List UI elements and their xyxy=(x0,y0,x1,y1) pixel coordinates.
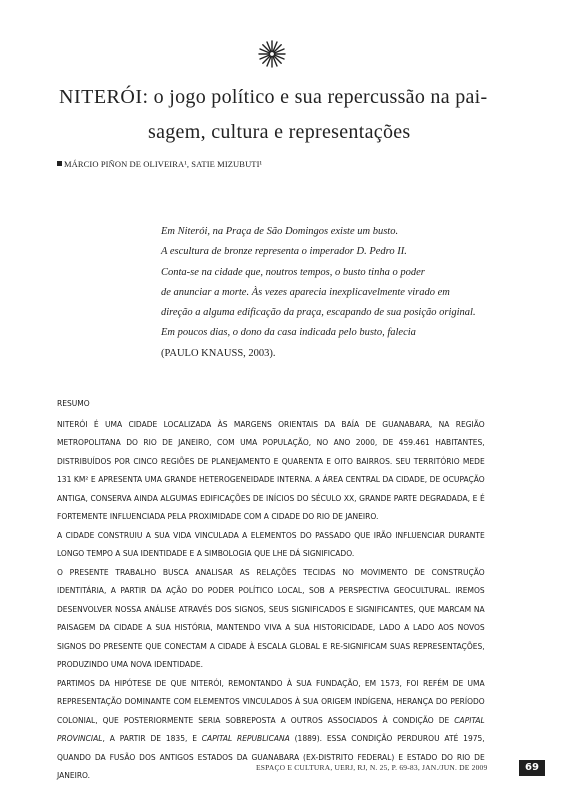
abstract-heading: RESUMO xyxy=(57,399,90,408)
abstract xyxy=(57,395,485,786)
p4-text-a: PARTIMOS DA HIPÓTESE DE QUE NITERÓI, REMONTANDO À SUA FUNDAÇÃO, EM 1573, FOI REFÉM DE UMA REPRESENTAÇÃO DOMINANTE COM ELEMENTOS VINCULADOS À SUA ORIGEM INDÍGENA, HERANÇA DO PERÍODO COLONIAL, QUE POSTERIORMENTE SERIA SOBREPOSTA A OUTROS ASSOCIADOS À CONDIÇÃO DE xyxy=(57,678,485,725)
abstract-paragraph-2: A CIDADE CONSTRUIU A SUA VIDA VINCULADA A ELEMENTOS DO PASSADO QUE IRÃO INFLUENCIAR DURANTE LONGO TEMPO A SUA IDENTIDADE E A SIMBOLOGIA QUE LHE DÁ SIGNIFICADO. xyxy=(57,530,485,558)
title-line2: sagem, cultura e representações xyxy=(148,121,411,143)
page-number: 69 xyxy=(519,760,545,776)
epigraph-line: de anunciar a morte. Às vezes aparecia inexplicavelmente virado em xyxy=(161,286,450,298)
p4-emphasis-2: CAPITAL REPUBLICANA xyxy=(201,734,290,743)
epigraph xyxy=(161,222,501,364)
epigraph-line: Em poucos dias, o dono da casa indicada pelo busto, falecia xyxy=(161,327,416,339)
epigraph-citation: (PAULO KNAUSS, 2003). xyxy=(161,347,276,359)
bullet-square-icon xyxy=(57,161,62,166)
p4-text-b: , A PARTIR DE 1835, E xyxy=(102,734,202,743)
p4-emphasis-1: CAPITAL PROVINCIAL xyxy=(57,715,485,743)
epigraph-line: direção a alguma edificação da praça, escapando de sua posição original. xyxy=(161,307,476,319)
epigraph-line: Em Niterói, na Praça de São Domingos existe um busto. xyxy=(161,226,399,237)
authors-line xyxy=(57,159,262,169)
epigraph-line: A escultura de bronze representa o imperador D. Pedro II. xyxy=(161,246,407,258)
authors-text: MÁRCIO PIÑON DE OLIVEIRA¹, SATIE MIZUBUTI¹ xyxy=(64,159,263,169)
article-title xyxy=(59,80,519,150)
title-line1-rest: : o jogo político e sua repercussão na pai- xyxy=(142,86,488,108)
title-caps: NITERÓI xyxy=(59,86,143,108)
journal-citation-footer: ESPAÇO E CULTURA, UERJ, RJ, N. 25, P. 69-83, JAN./JUN. DE 2009 xyxy=(256,763,488,772)
abstract-paragraph-1: NITERÓI É UMA CIDADE LOCALIZADA ÀS MARGENS ORIENTAIS DA BAÍA DE GUANABARA, NA REGIÃO METROPOLITANA DO RIO DE JANEIRO, COM UMA POPULAÇÃO, NO ANO 2000, DE 459.461 HABITANTES, DISTRIBUÍDOS POR CINCO REGIÕES DE PLANEJAMENTO E QUARENTA E OITO BAIRROS. SEU TERRITÓRIO MEDE 131 KM² E APRESENTA UMA GRANDE HETEROGENEIDADE INTERNA. A ÁREA CENTRAL DA CIDADE, DE OCUPAÇÃO ANTIGA, CONSERVA AINDA ALGUMAS EDIFICAÇÕES DE INÍCIOS DO SÉCULO XX, GRANDE PARTE DEGRADADA, E É FORTEMENTE INFLUENCIADA PELA PROXIMIDADE COM A CIDADE DO RIO DE JANEIRO. xyxy=(57,419,485,521)
abstract-paragraph-3: O PRESENTE TRABALHO BUSCA ANALISAR AS RELAÇÕES TECIDAS NO MOVIMENTO DE CONSTRUÇÃO IDENTITÁRIA, A PARTIR DA AÇÃO DO PODER POLÍTICO LOCAL, SOB A PERSPECTIVA GEOCULTURAL. IREMOS DESENVOLVER NOSSA ANÁLISE ATRAVÉS DOS SIGNOS, SEUS SIGNIFICADOS E SIGNIFICANTES, QUE MARCAM NA PAISAGEM DA CIDADE A SUA HISTÓRIA, MANTENDO VIVA A SUA HISTORICIDADE, LADO A LADO AOS NOVOS SIGNOS DO PRESENTE QUE CONECTAM A CIDADE À ESCALA GLOBAL E RE-SIGNIFICAM SUAS REPRESENTAÇÕES, PRODUZINDO UMA NOVA IDENTIDADE. xyxy=(57,567,485,669)
star-ornament-icon xyxy=(258,40,286,68)
p4-text-c: (1889). ESSA CONDIÇÃO PERDUROU ATÉ 1975, QUANDO DA FUSÃO DOS ANTIGOS ESTADOS DA GUANABARA (EX-DISTRITO FEDERAL) E ESTADO DO RIO DE JANEIRO. xyxy=(57,734,485,780)
epigraph-line: Conta-se na cidade que, noutros tempos, o busto tinha o poder xyxy=(161,266,425,278)
